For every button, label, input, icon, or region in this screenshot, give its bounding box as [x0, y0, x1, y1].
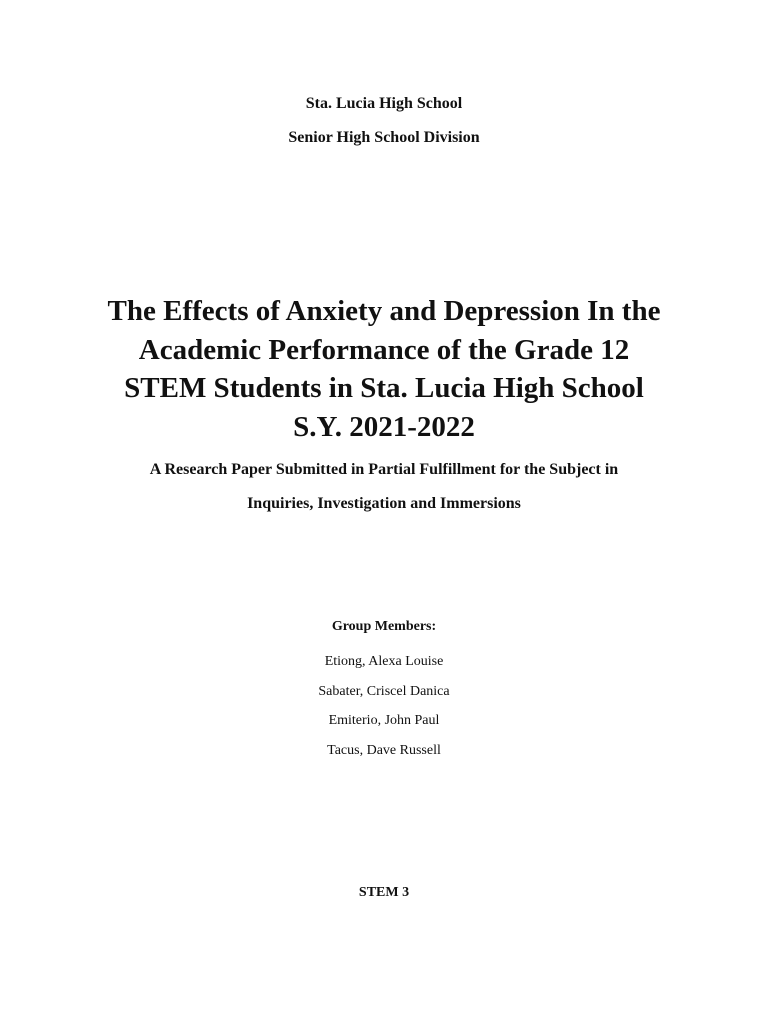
- group-members-list: [0, 647, 768, 766]
- group-members-label: Group Members:: [331, 619, 437, 634]
- title-line: Academic Performance of the Grade 12: [138, 333, 630, 366]
- subtitle-line: Inquiries, Investigation and Immersions: [247, 495, 521, 512]
- section-name: STEM 3: [358, 885, 410, 900]
- paper-subtitle: [0, 453, 768, 521]
- title-line: The Effects of Anxiety and Depression In the: [107, 295, 661, 327]
- member-name: Tacus, Dave Russell: [327, 743, 441, 759]
- title-line: S.Y. 2021-2022: [293, 410, 475, 443]
- paper-title: [0, 292, 768, 446]
- member-name: Sabater, Criscel Danica: [318, 683, 450, 699]
- subtitle-line: A Research Paper Submitted in Partial Fulfillment for the Subject in: [149, 461, 619, 478]
- title-line: STEM Students in Sta. Lucia High School: [124, 372, 644, 404]
- member-name: Etiong, Alexa Louise: [324, 654, 444, 669]
- member-name: Emiterio, John Paul: [328, 713, 440, 729]
- division-name: Senior High School Division: [288, 129, 480, 146]
- school-name: Sta. Lucia High School: [305, 95, 463, 112]
